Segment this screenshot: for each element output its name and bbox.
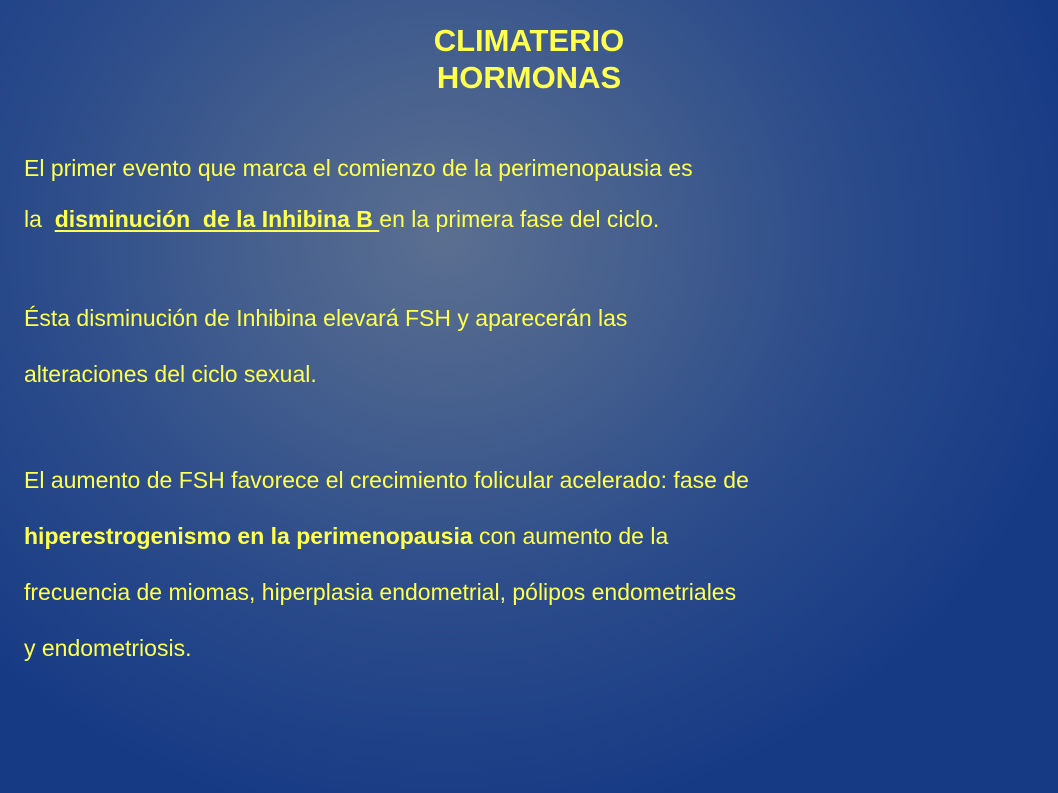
paragraph-3-line-3: frecuencia de miomas, hiperplasia endometrial, pólipos endometriales	[24, 579, 737, 605]
paragraph-1-line-2-suffix: en la primera fase del ciclo.	[379, 206, 660, 232]
title-line-2: HORMONAS	[436, 60, 622, 95]
paragraph-2-line-1: Ésta disminución de Inhibina elevará FSH y aparecerán las	[24, 305, 628, 331]
paragraph-3-line-1: El aumento de FSH favorece el crecimiento folicular acelerado: fase de	[24, 467, 749, 493]
paragraph-3-line-2	[24, 518, 749, 574]
paragraph-2	[24, 300, 627, 412]
paragraph-1-line-2-prefix: la	[24, 206, 55, 232]
title-line-1: CLIMATERIO	[433, 23, 625, 58]
paragraph-2-line-2: alteraciones del ciclo sexual.	[24, 361, 317, 387]
paragraph-1	[24, 150, 693, 257]
hiperestrogenismo-emphasis: hiperestrogenismo en la perimenopausia	[24, 523, 473, 549]
paragraph-3	[24, 462, 749, 686]
slide-title	[0, 22, 1058, 96]
paragraph-3-line-2-suffix: con aumento de la	[472, 523, 669, 549]
paragraph-1-line-1: El primer evento que marca el comienzo de la perimenopausia es	[24, 155, 693, 181]
paragraph-3-line-4: y endometriosis.	[24, 635, 192, 661]
inhibina-b-emphasis: disminución de la Inhibina B	[54, 206, 380, 232]
paragraph-1-line-2	[24, 201, 693, 257]
